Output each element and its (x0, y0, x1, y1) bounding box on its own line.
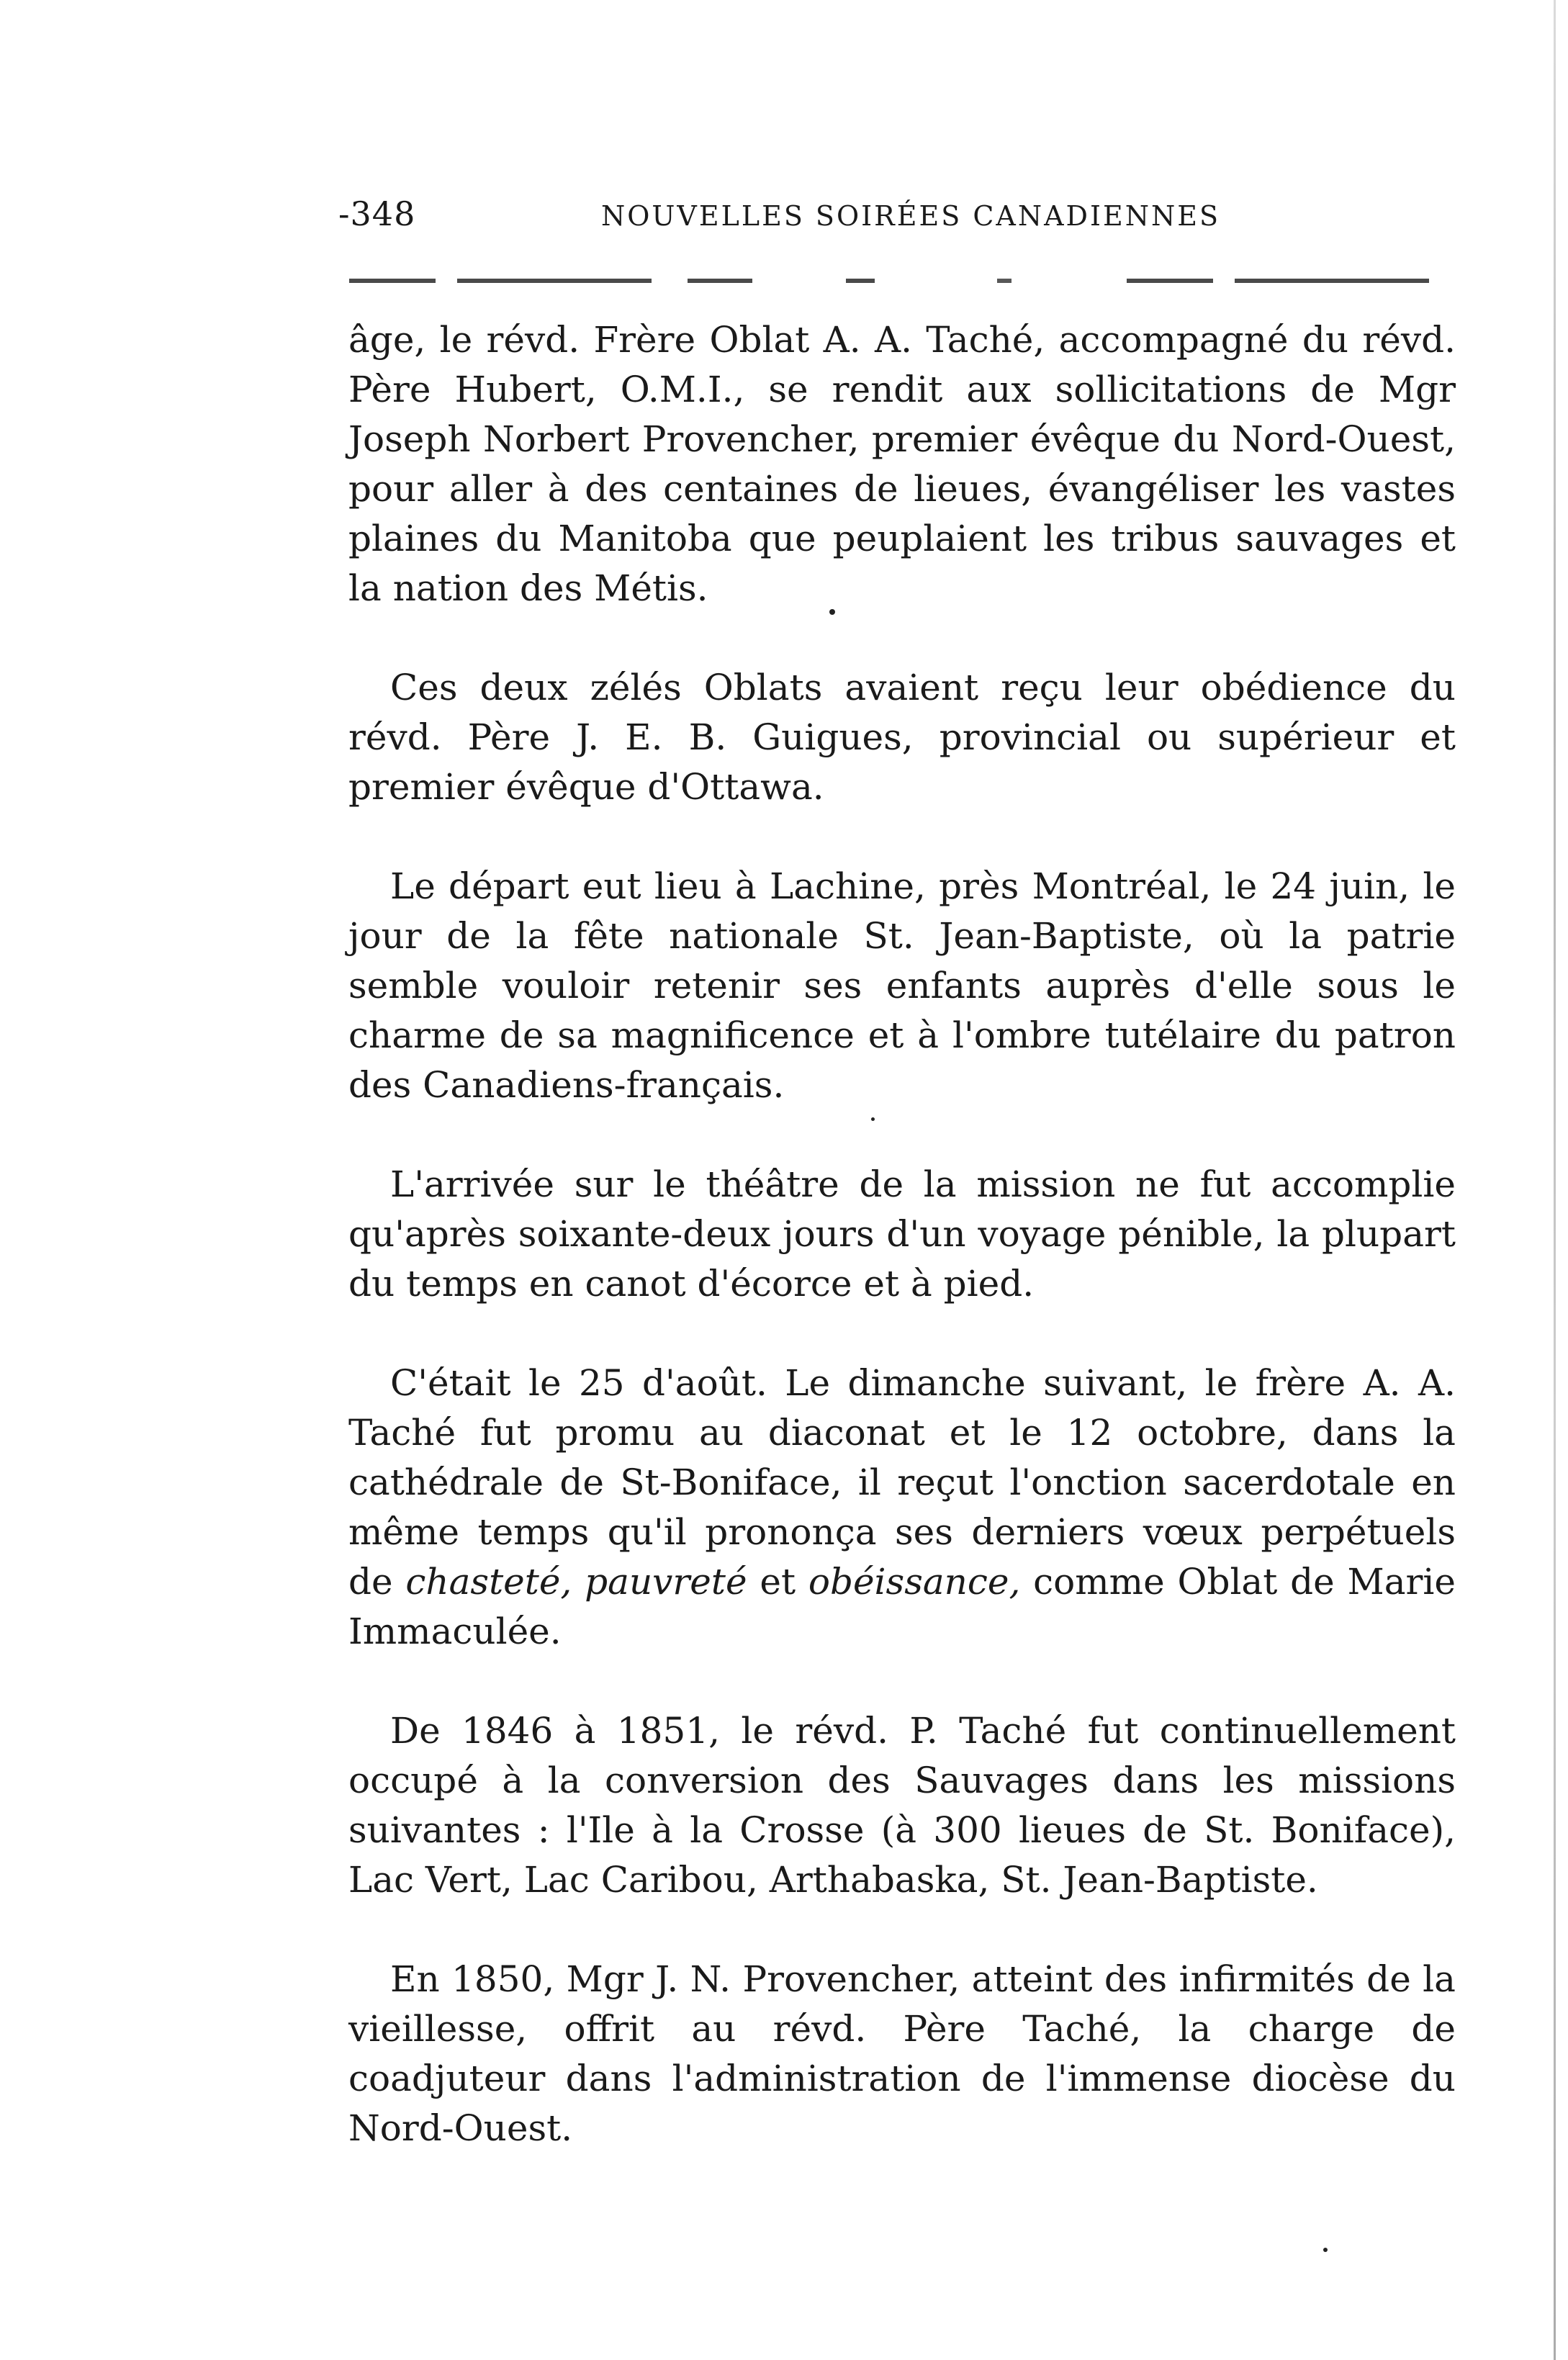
paragraph-3: Le départ eut lieu à Lachine, près Montréal, le 24 juin, le jour de la fête nationale St. Jean-Baptiste, où la patrie semble vouloir retenir ses enfants auprès d'elle sous le charme de sa magnificence et à l'ombre tutélaire du patron des Canadiens-français. (348, 865, 1456, 1106)
body-text (348, 315, 1456, 2203)
paragraph-5 (348, 1359, 1456, 1657)
paragraph-2: Ces deux zélés Oblats avaient reçu leur obédience du révd. Père J. E. B. Guigues, provincial ou supérieur et premier évêque d'Ottawa. (348, 667, 1456, 808)
scan-speck (871, 1117, 875, 1121)
paragraph-5-italic-chastete: chasteté, (405, 1561, 572, 1603)
page-number: -348 (338, 194, 416, 233)
page-header (338, 194, 1454, 245)
header-rule (349, 279, 1451, 283)
paragraph-5-italic-pauvrete: pauvreté (585, 1561, 747, 1603)
paragraph-5-text-after: comme Oblat de Marie Immaculée. (348, 1561, 1456, 1652)
scan-speck (829, 609, 835, 615)
paragraph-5-text-mid: et (747, 1561, 808, 1603)
running-title: NOUVELLES SOIRÉES CANADIENNES (601, 200, 1221, 232)
paragraph-4: L'arrivée sur le théâtre de la mission ne fut accomplie qu'après soixante-deux jours d'un voyage pénible, la plupart du temps en canot d'écorce et à pied. (348, 1163, 1456, 1305)
paragraph-5-italic-obeissance: obéissance, (808, 1561, 1021, 1603)
scan-speck (1323, 2248, 1328, 2252)
page-edge-line (1554, 0, 1556, 2360)
paragraph-6: De 1846 à 1851, le révd. P. Taché fut continuellement occupé à la conversion des Sauvages dans les missions suivantes : l'Ile à la Crosse (à 300 lieues de St. Boniface), Lac Vert, Lac Caribou, Arthabaska, St. Jean-Baptiste. (348, 1710, 1456, 1901)
paragraph-5-text: C'était le 25 d'août. Le dimanche suivant, le frère A. A. Taché fut promu au diaconat et le 12 octobre, dans la cathédrale de St-Boniface, il reçut l'onction sacerdotale en même temps qu'il prononça ses derniers vœux perpétuels de (348, 1362, 1456, 1603)
paragraph-1: âge, le révd. Frère Oblat A. A. Taché, accompagné du révd. Père Hubert, O.M.I., se rendit aux sollicitations de Mgr Joseph Norbert Provencher, premier évêque du Nord-Ouest, pour aller à des centaines de lieues, évangéliser les vastes plaines du Manitoba que peuplaient les tribus sauvages et la nation des Métis. (348, 319, 1456, 609)
paragraph-7: En 1850, Mgr J. N. Provencher, atteint des infirmités de la vieillesse, offrit au révd. Père Taché, la charge de coadjuteur dans l'administration de l'immense diocèse du Nord-Ouest. (348, 1958, 1456, 2149)
